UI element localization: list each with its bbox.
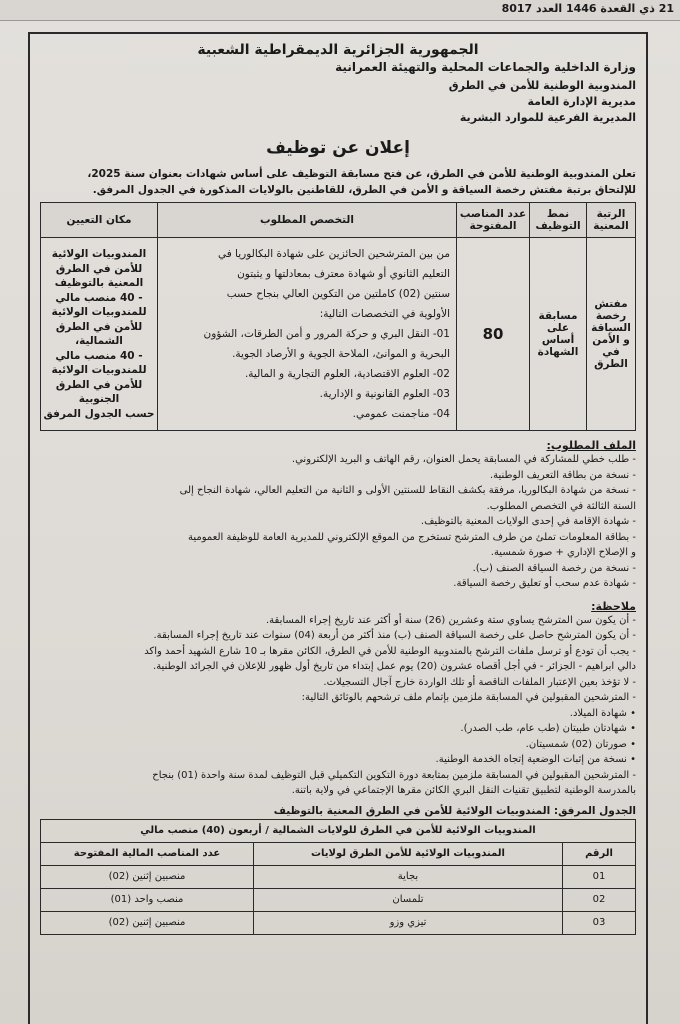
place-line: الجنوبية bbox=[78, 393, 120, 405]
place-line: - 40 منصب مالي bbox=[55, 349, 143, 362]
spec-line: 03- العلوم القانونية و الإدارية. bbox=[319, 388, 450, 400]
list-item: - نسخة من بطاقة التعريف الوطنية. bbox=[489, 469, 636, 481]
list-item: - لا تؤخذ بعين الإعتبار الملفات الناقصة أو تلك الواردة خارج آجال التسجيلات. bbox=[323, 676, 636, 688]
cell-spec bbox=[158, 238, 457, 431]
place-line: للأمن في الطرق bbox=[55, 320, 143, 333]
spec-line: الأولوية في التخصصات التالية: bbox=[319, 308, 450, 320]
annex-header-row bbox=[41, 842, 636, 865]
spec-line: 04- مناجمنت عمومي. bbox=[352, 408, 450, 420]
annex-subtitle: المندوبيات الولائية للأمن في الطرق للولايات الشمالية / أربعون (40) منصب مالي bbox=[41, 819, 636, 842]
ministry-header: وزارة الداخلية والجماعات المحلية والتهيئة العمرانية bbox=[335, 60, 636, 74]
col-count: عدد المناصب المالية المفتوحة bbox=[41, 842, 254, 865]
intro-paragraph bbox=[40, 166, 636, 198]
recruitment-table bbox=[40, 202, 636, 431]
list-item: - طلب خطي للمشاركة في المسابقة يحمل العنوان، رقم الهاتف و البريد الإلكتروني. bbox=[291, 454, 636, 465]
list-item: • شهادتان طبيتان (طب عام، طب الصدر). bbox=[460, 723, 636, 734]
list-item: - شهادة عدم سحب أو تعليق رخصة السياقة. bbox=[453, 578, 636, 589]
list-item: - بطاقة المعلومات تملئ من طرف المترشح تستخرج من الموقع الإلكتروني للمديرية العامة للوظيفة العمومية bbox=[187, 531, 636, 543]
header-mode: نمط التوظيف bbox=[530, 203, 587, 238]
announcement-title: إعلان عن توظيف bbox=[266, 138, 410, 158]
cell-mode: مسابقة على أساس الشهادة bbox=[530, 238, 587, 431]
place-line: الشمالية، bbox=[75, 335, 123, 347]
table-row bbox=[41, 238, 636, 431]
issue-strip bbox=[0, 0, 680, 21]
row-num: 02 bbox=[563, 888, 636, 911]
annex-heading: الجدول المرفق: المندوبيات الولائية للأمن في الطرق المعنية بالتوظيف bbox=[273, 804, 636, 817]
cell-place bbox=[41, 238, 158, 431]
row-wilaya: تيزي وزو bbox=[254, 911, 563, 934]
table-row bbox=[41, 865, 636, 888]
col-wilaya: المندوبيات الولائية للأمن الطرق لولايات bbox=[254, 842, 563, 865]
place-line: للأمن في الطرق bbox=[55, 262, 143, 275]
intro-line: للإلتحاق برتبة مفتش رخصة السياقة و الأمن في الطرق، للقاطنين بالولايات المذكورة في الجدول المرفق. bbox=[92, 184, 636, 196]
header-positions: عدد المناصب المفتوحة bbox=[457, 203, 530, 238]
cell-rank: مفتش رخصة السياقة و الأمن في الطرق bbox=[587, 238, 636, 431]
spec-line: 01- النقل البري و حركة المرور و أمن الطرقات، الشؤون bbox=[203, 328, 450, 340]
cell-positions: 80 bbox=[457, 238, 530, 431]
row-wilaya: تلمسان bbox=[254, 888, 563, 911]
list-item: • صورتان (02) شمسيتان. bbox=[525, 738, 636, 750]
list-item: - أن يكون المترشح حاصل على رخصة السياقة الصنف (ب) منذ أكثر من أربعة (04) سنوات عند تاريخ إجراء المسابقة. bbox=[153, 630, 636, 641]
spec-line: سنتين (02) كاملتين من التكوين العالي بنجاح حسب bbox=[226, 288, 450, 300]
row-count: منصبين إثنين (02) bbox=[41, 911, 254, 934]
list-item: - المترشحين المقبولين في المسابقة ملزمين بمتابعة دورة التكوين التكميلي قبل التوظيف لمدة سنة واحدة (01) بنجاح bbox=[152, 769, 636, 781]
spec-line: من بين المترشحين الحائزين على شهادة البكالوريا في bbox=[217, 248, 450, 260]
dept-line-2: مديرية الإدارة العامة bbox=[527, 95, 636, 108]
place-line: حسب الجدول المرفق bbox=[43, 407, 155, 420]
list-item: • نسخة من إثبات الوضعية إتجاه الخدمة الوطنية. bbox=[435, 754, 636, 765]
list-item: - نسخة من رخصة السياقة الصنف (ب). bbox=[472, 562, 636, 574]
table-row bbox=[41, 888, 636, 911]
list-item: و الإصلاح الإداري + صورة شمسية. bbox=[490, 547, 636, 558]
list-item: - يجب أن تودع أو ترسل ملفات الترشح بالمندوبية الوطنية للأمن في الطرق، الكائن مقرها بـ 10 شارع الشهيد أحمد واكد bbox=[144, 645, 636, 657]
department-block bbox=[40, 78, 636, 126]
table-header-row bbox=[41, 203, 636, 238]
list-item: بالمدرسة الوطنية لتطبيق تقنيات النقل البري الكائن مقرها الإجتماعي في ولاية باتنة. bbox=[291, 785, 636, 796]
annex-table bbox=[40, 819, 636, 935]
place-line: للمندوبيات الولائية bbox=[51, 306, 147, 318]
file-heading: الملف المطلوب: bbox=[546, 439, 636, 452]
list-item: - شهادة الإقامة في إحدى الولايات المعنية بالتوظيف. bbox=[420, 516, 636, 527]
place-line: - 40 منصب مالي bbox=[55, 291, 143, 304]
spec-line: التعليم الثانوي أو شهادة معترف بمعادلتها و يثبتون bbox=[237, 268, 450, 280]
intro-line: تعلن المندوبية الوطنية للأمن في الطرق، عن فتح مسابقة التوظيف على أساس شهادات بعنوان سنة 2025، bbox=[87, 168, 636, 180]
spec-line: 02- العلوم الاقتصادية، العلوم التجارية و المالية. bbox=[244, 368, 450, 380]
republic-header: الجمهورية الجزائرية الديمقراطية الشعبية bbox=[197, 42, 479, 58]
place-line: للأمن في الطرق bbox=[55, 378, 143, 391]
announcement-frame bbox=[28, 32, 648, 1024]
header-rank: الرتبة المعنية bbox=[587, 203, 636, 238]
list-item: • شهادة الميلاد. bbox=[569, 707, 636, 719]
list-item: - المترشحين المقبولين في المسابقة ملزمين بإتمام ملف ترشحهم بالوثائق التالية: bbox=[301, 692, 636, 703]
place-line: للمندوبيات الولائية bbox=[51, 364, 147, 376]
row-num: 01 bbox=[563, 865, 636, 888]
list-item: دالي ابراهيم - الجزائر - في أجل أقصاه عشرون (20) يوم عمل إبتداء من تاريخ أول ظهور للإعلان في الجرائد الوطنية. bbox=[153, 661, 636, 672]
notes-list bbox=[40, 613, 636, 799]
dept-line-3: المديرية الفرعية للموارد البشرية bbox=[459, 111, 636, 124]
row-count: منصب واحد (01) bbox=[41, 888, 254, 911]
notes-heading: ملاحظة: bbox=[591, 599, 636, 613]
file-list bbox=[40, 452, 636, 592]
header-place: مكان التعيين bbox=[41, 203, 158, 238]
place-line: المعنية بالتوظيف bbox=[54, 277, 144, 289]
row-wilaya: بجاية bbox=[254, 865, 563, 888]
list-item: - نسخة من شهادة البكالوريا، مرفقة بكشف النقاط للسنتين الأولى و الثانية من التعليم العالي، شهادة النجاح إلى bbox=[179, 485, 636, 496]
issue-label: 21 ذي القعدة 1446 العدد 8017 bbox=[501, 2, 674, 15]
spec-line: البحرية و الموانئ، الملاحة الجوية و الأرصاد الجوية. bbox=[232, 348, 450, 360]
col-num: الرقم bbox=[563, 842, 636, 865]
annex-subtitle-row bbox=[41, 819, 636, 842]
place-line: المندوبيات الولائية bbox=[51, 248, 147, 260]
list-item: - أن يكون سن المترشح يساوي ستة وعشرين (26) سنة أو أكثر عند تاريخ إجراء المسابقة. bbox=[265, 614, 636, 626]
dept-line-1: المندوبية الوطنية للأمن في الطرق bbox=[448, 79, 636, 92]
row-count: منصبين إثنين (02) bbox=[41, 865, 254, 888]
row-num: 03 bbox=[563, 911, 636, 934]
header-spec: التخصص المطلوب bbox=[158, 203, 457, 238]
list-item: السنة الثالثة في التخصص المطلوب. bbox=[486, 500, 636, 512]
table-row bbox=[41, 911, 636, 934]
